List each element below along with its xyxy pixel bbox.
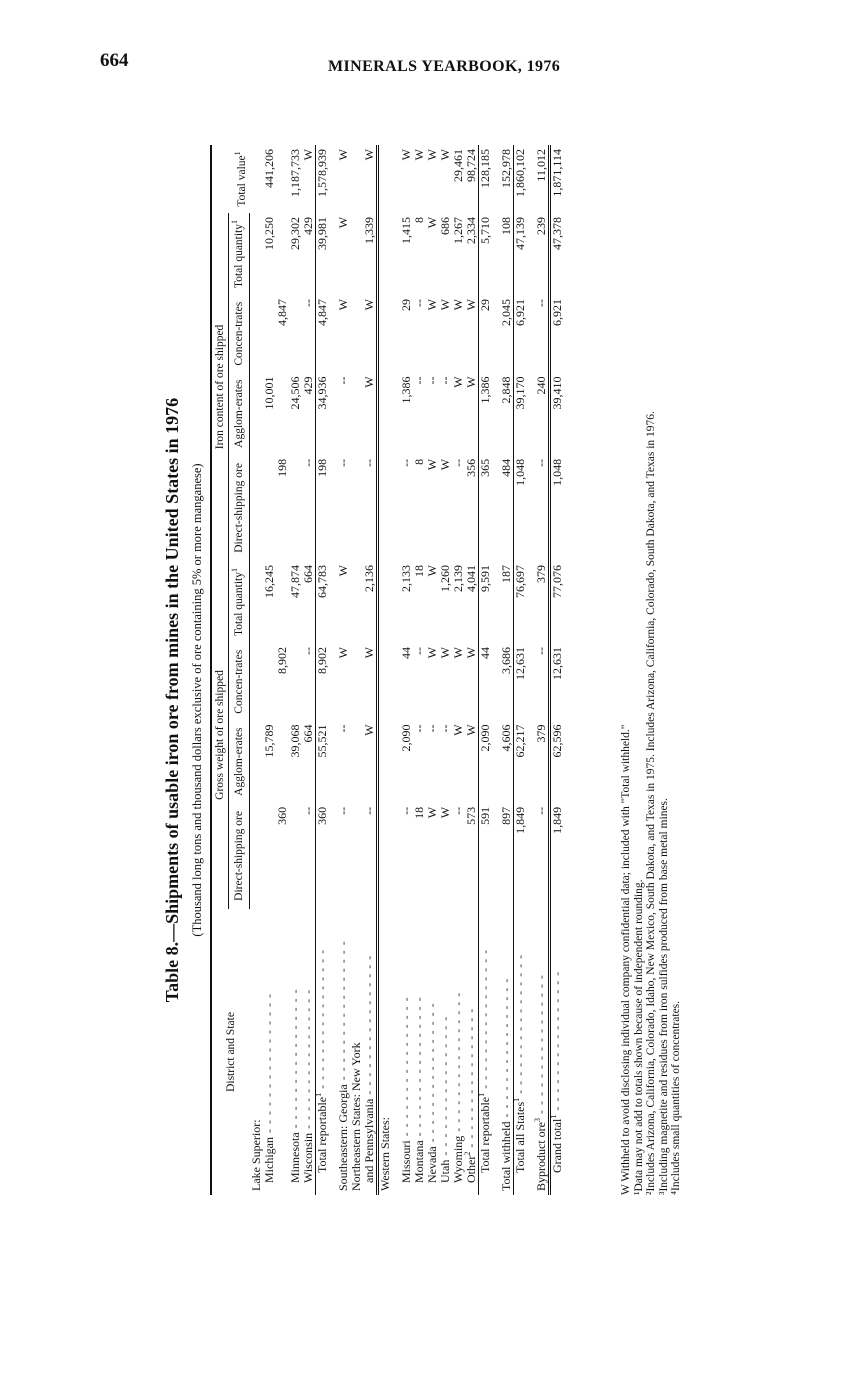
cell-iron-agglom: -- — [411, 376, 426, 385]
cell-total-value: 11,012 — [533, 149, 548, 182]
footnote: ³Including magnetite and residues from iron sulfides produced from base metal mines. — [657, 798, 670, 1195]
cell-iron-direct — [263, 455, 276, 561]
cell-gross-agglom: 4,606 — [498, 724, 513, 752]
table-row — [478, 145, 492, 1195]
header-group-iron: Iron content of ore shipped — [211, 213, 229, 561]
cell-gross-total-qty: 1,260 — [437, 564, 452, 592]
cell-iron-total-qty: 29,302 — [287, 216, 302, 250]
cell-iron-concen: 6,921 — [513, 295, 527, 372]
cell-iron-total-qty — [276, 213, 289, 295]
cell-iron-direct: -- — [398, 458, 413, 467]
cell-gross-agglom — [250, 720, 263, 802]
cell-gross-direct — [263, 803, 276, 909]
cell-iron-total-qty: 47,378 — [549, 213, 564, 295]
cell-gross-agglom: W — [361, 724, 376, 736]
cell-gross-total-qty: 2,136 — [361, 564, 376, 592]
rotated-table-region — [150, 140, 682, 1260]
row-label: Nevada - - - - - - - - - - - - - - - - — [424, 1002, 439, 1183]
cell-gross-direct — [377, 803, 392, 909]
cell-iron-direct: -- — [335, 458, 350, 467]
footnotes — [620, 145, 683, 1195]
cell-gross-concen — [250, 643, 263, 720]
cell-iron-agglom: 10,001 — [261, 376, 276, 410]
cell-gross-direct: 1,849 — [513, 803, 527, 909]
cell-iron-total-qty: 1,267 — [450, 216, 465, 244]
cell-total-value: 1,187,733 — [287, 149, 302, 197]
cell-iron-total-qty: W — [335, 216, 350, 229]
cell-total-value: W — [398, 149, 413, 161]
cell-gross-concen: W — [335, 647, 350, 659]
cell-gross-concen: 44 — [478, 643, 492, 720]
cell-gross-total-qty: 2,133 — [398, 564, 413, 592]
cell-gross-direct — [350, 803, 363, 909]
header-iron-total-qty: Total quantity$^1$ — [231, 213, 250, 295]
table-subtitle: (Thousand long tons and thousand dollars exclusive of ore containing 5% or more manganese) — [190, 463, 204, 937]
table-row — [337, 145, 350, 1195]
cell-gross-agglom — [276, 720, 289, 802]
header-iron-direct: Direct-shipping ore — [231, 455, 250, 561]
cell-iron-total-qty: 8 — [411, 216, 426, 223]
table-row — [549, 145, 564, 1195]
cell-iron-total-qty: 429 — [300, 216, 315, 235]
cell-iron-direct: -- — [450, 458, 465, 467]
cell-iron-agglom: 1,386 — [478, 372, 492, 454]
cell-gross-concen: 44 — [398, 647, 413, 660]
cell-gross-direct: -- — [361, 806, 376, 815]
cell-gross-concen: W — [361, 647, 376, 659]
cell-iron-agglom: 429 — [300, 376, 315, 395]
row-label: and Pennsylvania - - - - - - - - - - - - - - - - — [361, 954, 376, 1183]
cell-gross-agglom: -- — [335, 724, 350, 733]
row-label: Grand total$^1$ - - - - - - - - - - - - - - - - — [549, 909, 564, 1195]
footnote: ¹Data may not add to totals shown because of independent rounding. — [632, 879, 645, 1195]
cell-iron-total-qty: 39,981 — [315, 213, 329, 295]
cell-gross-total-qty: 2,139 — [450, 564, 465, 592]
cell-iron-total-qty: 1,339 — [361, 216, 376, 244]
page-number: 664 — [100, 50, 129, 71]
cell-iron-agglom: W — [450, 376, 465, 388]
cell-gross-agglom: W — [463, 724, 478, 736]
cell-gross-direct: -- — [300, 806, 315, 815]
cell-gross-direct: -- — [398, 806, 413, 815]
iron-ore-shipments-table — [210, 145, 564, 1195]
cell-total-value: W — [424, 149, 439, 161]
cell-gross-direct — [289, 803, 302, 909]
cell-gross-total-qty: 379 — [533, 564, 548, 583]
table-row — [377, 145, 392, 1195]
cell-iron-agglom — [276, 372, 289, 454]
footnote: ⁴Includes small quantities of concentrates. — [670, 1000, 682, 1195]
cell-gross-total-qty: 76,697 — [513, 561, 527, 643]
cell-gross-agglom: 55,521 — [315, 720, 329, 802]
cell-iron-concen: 6,921 — [549, 295, 564, 372]
row-label: Total reportable$^1$ - - - - - - - - - - - - - - - - — [478, 909, 492, 1195]
cell-gross-concen — [289, 643, 302, 720]
cell-total-value — [276, 145, 289, 213]
cell-iron-total-qty — [250, 213, 263, 295]
cell-total-value: 152,978 — [498, 149, 513, 188]
cell-total-value: 441,206 — [261, 149, 276, 188]
row-label: Wyoming - - - - - - - - - - - - - - - - — [450, 991, 465, 1183]
cell-iron-total-qty: 1,415 — [398, 216, 413, 244]
row-label: Other$^2$ - - - - - - - - - - - - - - - - — [462, 1007, 478, 1183]
row-label: Byproduct ore$^3$ - - - - - - - - - - - - - - - - — [532, 974, 548, 1191]
cell-iron-agglom: W — [361, 376, 376, 388]
cell-total-value — [250, 145, 263, 213]
cell-iron-agglom: -- — [335, 376, 350, 385]
cell-gross-concen: -- — [533, 647, 548, 656]
cell-iron-concen: W — [437, 299, 452, 311]
cell-iron-concen — [289, 295, 302, 372]
cell-iron-agglom: 34,936 — [315, 372, 329, 454]
cell-iron-total-qty: 47,139 — [513, 213, 527, 295]
cell-gross-direct: 360 — [315, 803, 329, 909]
row-label: Lake Superior: — [248, 1119, 263, 1191]
cell-gross-total-qty: W — [424, 564, 439, 577]
cell-total-value: 128,185 — [478, 145, 492, 213]
cell-iron-total-qty: 5,710 — [478, 213, 492, 295]
cell-iron-direct: -- — [300, 458, 315, 467]
cell-iron-concen: -- — [533, 299, 548, 308]
cell-iron-direct — [377, 455, 392, 561]
cell-iron-concen: W — [335, 299, 350, 311]
header-district: District and State — [211, 909, 250, 1195]
cell-gross-total-qty: 9,591 — [478, 561, 492, 643]
cell-iron-concen: W — [424, 299, 439, 311]
cell-iron-agglom — [250, 372, 263, 454]
cell-gross-concen — [377, 643, 392, 720]
row-label: Western States: — [377, 909, 392, 1195]
cell-iron-concen: W — [463, 299, 478, 311]
cell-iron-agglom: 1,386 — [398, 376, 413, 404]
cell-iron-concen: 2,045 — [498, 299, 513, 327]
cell-gross-total-qty: 64,783 — [315, 561, 329, 643]
cell-iron-direct: 356 — [463, 458, 478, 477]
cell-iron-direct: W — [424, 458, 439, 471]
cell-iron-direct: 1,048 — [549, 455, 564, 561]
cell-iron-total-qty: 108 — [498, 216, 513, 235]
cell-iron-direct — [289, 455, 302, 561]
cell-iron-agglom: 39,170 — [513, 372, 527, 454]
header-iron-concen: Concen-trates — [231, 295, 250, 372]
cell-gross-direct: -- — [533, 806, 548, 815]
header-group-gross: Gross weight of ore shipped — [211, 561, 229, 909]
header-gross-total-qty: Total quantity$^1$ — [231, 561, 250, 643]
cell-iron-agglom: 240 — [533, 376, 548, 395]
cell-iron-agglom: 2,848 — [498, 376, 513, 404]
footnote: W Withheld to avoid disclosing individual company confidential data; included with "Total withheld." — [620, 724, 632, 1195]
cell-gross-concen: W — [437, 647, 452, 659]
cell-iron-agglom: W — [463, 376, 478, 388]
cell-gross-concen: W — [463, 647, 478, 659]
cell-gross-agglom: 2,090 — [478, 720, 492, 802]
cell-total-value: 1,871,114 — [549, 145, 564, 213]
cell-gross-concen: 8,902 — [315, 643, 329, 720]
cell-iron-concen — [250, 295, 263, 372]
cell-gross-agglom: 379 — [533, 724, 548, 743]
cell-gross-agglom: -- — [437, 724, 452, 733]
row-label: Michigan - - - - - - - - - - - - - - - - — [261, 993, 276, 1183]
cell-gross-concen: 8,902 — [274, 647, 289, 675]
cell-gross-concen: W — [424, 647, 439, 659]
cell-gross-total-qty: 47,874 — [287, 564, 302, 598]
cell-iron-agglom: -- — [424, 376, 439, 385]
header-iron-agglom: Agglom-erates — [231, 372, 250, 454]
cell-gross-direct: 1,849 — [549, 803, 564, 909]
cell-gross-direct: 591 — [478, 803, 492, 909]
cell-iron-direct: -- — [533, 458, 548, 467]
cell-iron-concen: -- — [300, 299, 315, 308]
row-label: Montana - - - - - - - - - - - - - - - - — [411, 996, 426, 1183]
cell-total-value: 98,724 — [463, 149, 478, 182]
cell-gross-agglom: 62,596 — [549, 720, 564, 802]
cell-total-value: W — [335, 149, 350, 161]
table-row — [500, 145, 514, 1195]
running-head: MINERALS YEARBOOK, 1976 — [328, 58, 561, 75]
table-title: Table 8.—Shipments of usable iron ore from mines in the United States in 1976 — [162, 397, 182, 1003]
row-label: Total withheld - - - - - - - - - - - - - - - - — [498, 977, 513, 1191]
cell-gross-concen: 3,686 — [498, 647, 513, 675]
cell-gross-direct: 18 — [411, 806, 426, 819]
table-row — [363, 145, 378, 1195]
cell-iron-agglom — [350, 372, 363, 454]
cell-gross-concen: W — [450, 647, 465, 659]
cell-gross-agglom: -- — [424, 724, 439, 733]
cell-iron-direct: 198 — [274, 458, 289, 477]
cell-gross-agglom: 62,217 — [513, 720, 527, 802]
cell-total-value: W — [300, 149, 315, 161]
cell-iron-direct: 1,048 — [513, 455, 527, 561]
table-row — [302, 145, 316, 1195]
cell-gross-agglom: 664 — [300, 724, 315, 743]
cell-iron-direct: 365 — [478, 455, 492, 561]
row-label: Utah - - - - - - - - - - - - - - - - — [437, 1015, 452, 1183]
cell-gross-agglom — [350, 720, 363, 802]
cell-gross-concen — [263, 643, 276, 720]
cell-iron-direct — [250, 455, 263, 561]
table-row — [513, 145, 527, 1195]
cell-gross-concen: -- — [300, 647, 315, 656]
cell-gross-concen: 12,631 — [513, 643, 527, 720]
row-label: Total reportable$^1$ - - - - - - - - - - - - - - - - — [315, 909, 329, 1195]
cell-gross-agglom: 2,090 — [398, 724, 413, 752]
cell-iron-concen: -- — [411, 299, 426, 308]
table-row — [535, 145, 550, 1195]
cell-gross-total-qty — [250, 561, 263, 643]
cell-gross-direct: W — [424, 806, 439, 819]
cell-iron-total-qty — [377, 213, 392, 295]
cell-iron-concen: 4,847 — [315, 295, 329, 372]
cell-iron-direct — [350, 455, 363, 561]
cell-iron-total-qty: 239 — [533, 216, 548, 235]
row-label: Southeastern: Georgia - - - - - - - - - - - - - - - - — [335, 940, 350, 1191]
cell-gross-total-qty: W — [335, 564, 350, 577]
cell-total-value: 1,578,939 — [315, 145, 329, 213]
cell-gross-total-qty — [377, 561, 392, 643]
cell-gross-total-qty: 77,076 — [549, 561, 564, 643]
cell-iron-total-qty: 10,250 — [261, 216, 276, 250]
header-gross-concen: Concen-trates — [231, 643, 250, 720]
cell-gross-direct: -- — [335, 806, 350, 815]
cell-gross-concen: 12,631 — [549, 643, 564, 720]
cell-gross-total-qty — [350, 561, 363, 643]
cell-gross-direct: 573 — [463, 806, 478, 825]
table-row — [263, 145, 276, 1195]
cell-iron-agglom: -- — [437, 376, 452, 385]
row-label: Total all States$^1$ - - - - - - - - - - - - - - - - — [513, 909, 527, 1195]
cell-iron-agglom — [377, 372, 392, 454]
row-label: Wisconsin - - - - - - - - - - - - - - - - — [300, 988, 315, 1183]
cell-iron-concen — [350, 295, 363, 372]
cell-iron-total-qty: W — [424, 216, 439, 229]
cell-gross-total-qty: 16,245 — [261, 564, 276, 598]
cell-iron-agglom: 24,506 — [287, 376, 302, 410]
header-gross-agglom: Agglom-erates — [231, 720, 250, 802]
footnote: ²Includes Arizona, California, Colorado, Idaho, New Mexico, South Dakota, and Texas in 1975. Includes Arizona, California, Colorado, South Dakota, and Texas in 1976. — [645, 411, 657, 1195]
cell-iron-direct: 198 — [315, 455, 329, 561]
cell-gross-direct — [250, 803, 263, 909]
cell-gross-direct: W — [437, 806, 452, 819]
header-gross-direct: Direct-shipping ore — [231, 803, 250, 909]
cell-gross-agglom: 15,789 — [261, 724, 276, 758]
cell-iron-agglom: 39,410 — [549, 372, 564, 454]
cell-gross-total-qty: 4,041 — [463, 564, 478, 592]
cell-gross-concen: -- — [411, 647, 426, 656]
cell-iron-total-qty — [350, 213, 363, 295]
cell-iron-concen — [377, 295, 392, 372]
cell-total-value: 29,461 — [450, 149, 465, 182]
cell-gross-concen — [350, 643, 363, 720]
cell-iron-concen: 29 — [398, 299, 413, 312]
table-row — [465, 145, 479, 1195]
cell-gross-agglom: W — [450, 724, 465, 736]
cell-gross-total-qty: 18 — [411, 564, 426, 577]
cell-total-value — [350, 145, 363, 213]
cell-gross-total-qty — [276, 561, 289, 643]
cell-iron-direct: 484 — [498, 458, 513, 477]
cell-gross-direct: 897 — [498, 806, 513, 825]
cell-total-value: W — [361, 149, 376, 161]
cell-iron-concen: 29 — [478, 295, 492, 372]
cell-gross-agglom — [377, 720, 392, 802]
table-body — [250, 145, 564, 1195]
cell-gross-direct: 360 — [274, 806, 289, 825]
row-label: Northeastern States: New York — [348, 1042, 363, 1191]
cell-gross-agglom: -- — [411, 724, 426, 733]
cell-iron-total-qty: 2,334 — [463, 216, 478, 244]
cell-iron-total-qty: 686 — [437, 216, 452, 235]
cell-iron-concen: 4,847 — [274, 299, 289, 327]
cell-gross-agglom: 39,068 — [287, 724, 302, 758]
cell-iron-concen: W — [450, 299, 465, 311]
cell-total-value: W — [437, 149, 452, 161]
row-label: Missouri - - - - - - - - - - - - - - - - — [398, 996, 413, 1183]
cell-iron-direct: 8 — [411, 458, 426, 465]
cell-gross-direct: -- — [450, 806, 465, 815]
row-label: Minnesota - - - - - - - - - - - - - - - - — [287, 988, 302, 1183]
cell-iron-direct: -- — [361, 458, 376, 467]
cell-total-value — [377, 145, 392, 213]
cell-total-value: 1,860,102 — [513, 145, 527, 213]
cell-iron-direct: W — [437, 458, 452, 471]
cell-gross-total-qty: 664 — [300, 564, 315, 583]
cell-total-value: W — [411, 149, 426, 161]
cell-iron-concen: W — [361, 299, 376, 311]
header-total-value: Total value$^1$ — [211, 145, 250, 213]
table-row — [315, 145, 329, 1195]
cell-iron-concen — [263, 295, 276, 372]
cell-gross-total-qty: 187 — [498, 564, 513, 583]
